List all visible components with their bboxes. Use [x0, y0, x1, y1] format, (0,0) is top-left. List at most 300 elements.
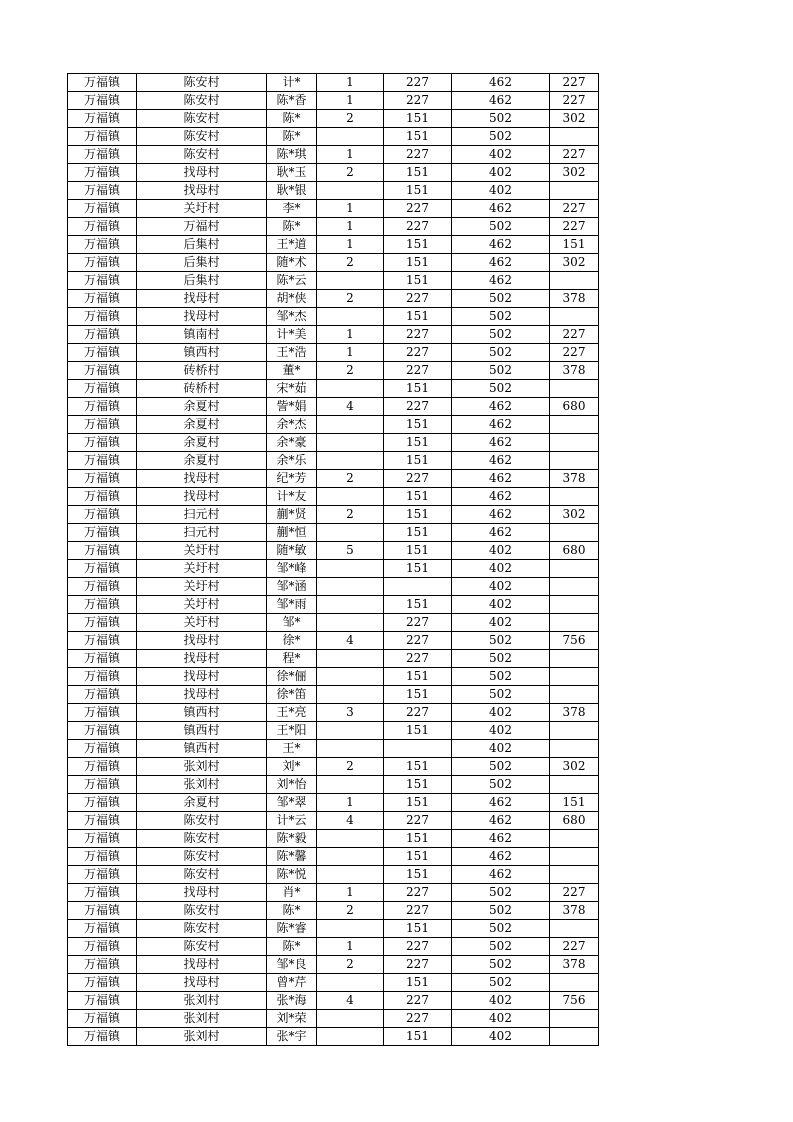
- value-a-cell: 151: [384, 722, 452, 740]
- count-cell: 2: [317, 956, 384, 974]
- count-cell: 2: [317, 902, 384, 920]
- table-row: [68, 596, 599, 614]
- name-cell: 陈*: [267, 902, 317, 920]
- village-cell: 找母村: [137, 308, 267, 326]
- count-cell: 4: [317, 812, 384, 830]
- table-row: [68, 614, 599, 632]
- value-a-cell: 151: [384, 488, 452, 506]
- town-cell: 万福镇: [68, 758, 137, 776]
- total-cell: 378: [550, 362, 599, 380]
- table-row: [68, 830, 599, 848]
- name-cell: 邹*翠: [267, 794, 317, 812]
- value-a-cell: 151: [384, 920, 452, 938]
- count-cell: [317, 776, 384, 794]
- total-cell: [550, 182, 599, 200]
- town-cell: 万福镇: [68, 434, 137, 452]
- name-cell: 徐*笛: [267, 686, 317, 704]
- value-a-cell: [384, 578, 452, 596]
- count-cell: 2: [317, 164, 384, 182]
- town-cell: 万福镇: [68, 632, 137, 650]
- name-cell: 纪*芳: [267, 470, 317, 488]
- value-b-cell: 402: [452, 560, 550, 578]
- town-cell: 万福镇: [68, 560, 137, 578]
- town-cell: 万福镇: [68, 668, 137, 686]
- town-cell: 万福镇: [68, 524, 137, 542]
- name-cell: 王*阳: [267, 722, 317, 740]
- total-cell: 227: [550, 884, 599, 902]
- village-cell: 后集村: [137, 254, 267, 272]
- name-cell: 张*海: [267, 992, 317, 1010]
- table-row: [68, 1028, 599, 1046]
- value-b-cell: 402: [452, 992, 550, 1010]
- count-cell: 1: [317, 74, 384, 92]
- total-cell: 756: [550, 632, 599, 650]
- table-row: [68, 182, 599, 200]
- table-row: [68, 776, 599, 794]
- total-cell: [550, 1010, 599, 1028]
- value-a-cell: 227: [384, 326, 452, 344]
- town-cell: 万福镇: [68, 344, 137, 362]
- table-row: [68, 218, 599, 236]
- total-cell: 756: [550, 992, 599, 1010]
- town-cell: 万福镇: [68, 146, 137, 164]
- total-cell: [550, 434, 599, 452]
- total-cell: [550, 380, 599, 398]
- value-a-cell: 151: [384, 758, 452, 776]
- value-b-cell: 462: [452, 866, 550, 884]
- total-cell: [550, 488, 599, 506]
- name-cell: 曾*芹: [267, 974, 317, 992]
- total-cell: 378: [550, 704, 599, 722]
- village-cell: 张刘村: [137, 758, 267, 776]
- total-cell: 302: [550, 110, 599, 128]
- value-a-cell: 227: [384, 146, 452, 164]
- value-a-cell: 227: [384, 902, 452, 920]
- table-row: [68, 866, 599, 884]
- village-cell: 镇西村: [137, 722, 267, 740]
- count-cell: [317, 668, 384, 686]
- value-a-cell: 151: [384, 254, 452, 272]
- count-cell: [317, 1010, 384, 1028]
- value-b-cell: 502: [452, 308, 550, 326]
- total-cell: 378: [550, 902, 599, 920]
- town-cell: 万福镇: [68, 704, 137, 722]
- value-b-cell: 462: [452, 200, 550, 218]
- village-cell: 砖桥村: [137, 380, 267, 398]
- village-cell: 砖桥村: [137, 362, 267, 380]
- town-cell: 万福镇: [68, 740, 137, 758]
- value-b-cell: 462: [452, 470, 550, 488]
- table-row: [68, 290, 599, 308]
- table-row: [68, 632, 599, 650]
- village-cell: 后集村: [137, 236, 267, 254]
- value-b-cell: 502: [452, 290, 550, 308]
- table-body: [68, 74, 599, 1046]
- count-cell: 1: [317, 146, 384, 164]
- village-cell: 找母村: [137, 632, 267, 650]
- data-table: [67, 73, 599, 1046]
- village-cell: 找母村: [137, 668, 267, 686]
- value-b-cell: 502: [452, 758, 550, 776]
- village-cell: 陈安村: [137, 812, 267, 830]
- name-cell: 邹*雨: [267, 596, 317, 614]
- total-cell: 151: [550, 794, 599, 812]
- total-cell: 378: [550, 956, 599, 974]
- count-cell: 2: [317, 362, 384, 380]
- name-cell: 余*杰: [267, 416, 317, 434]
- total-cell: 302: [550, 506, 599, 524]
- value-a-cell: 151: [384, 236, 452, 254]
- town-cell: 万福镇: [68, 218, 137, 236]
- value-b-cell: 462: [452, 74, 550, 92]
- value-a-cell: 151: [384, 524, 452, 542]
- table-row: [68, 542, 599, 560]
- count-cell: 4: [317, 632, 384, 650]
- town-cell: 万福镇: [68, 164, 137, 182]
- village-cell: 陈安村: [137, 92, 267, 110]
- town-cell: 万福镇: [68, 290, 137, 308]
- town-cell: 万福镇: [68, 902, 137, 920]
- name-cell: 李*: [267, 200, 317, 218]
- count-cell: 2: [317, 758, 384, 776]
- name-cell: 肖*: [267, 884, 317, 902]
- town-cell: 万福镇: [68, 110, 137, 128]
- name-cell: 计*云: [267, 812, 317, 830]
- count-cell: [317, 920, 384, 938]
- value-a-cell: 151: [384, 452, 452, 470]
- table-row: [68, 974, 599, 992]
- total-cell: [550, 578, 599, 596]
- town-cell: 万福镇: [68, 452, 137, 470]
- name-cell: 陈*: [267, 938, 317, 956]
- count-cell: 1: [317, 344, 384, 362]
- value-b-cell: 462: [452, 812, 550, 830]
- village-cell: 关圩村: [137, 560, 267, 578]
- name-cell: 胡*侠: [267, 290, 317, 308]
- value-b-cell: 462: [452, 506, 550, 524]
- count-cell: [317, 1028, 384, 1046]
- value-b-cell: 502: [452, 632, 550, 650]
- value-a-cell: 227: [384, 92, 452, 110]
- value-a-cell: 227: [384, 938, 452, 956]
- value-b-cell: 462: [452, 236, 550, 254]
- village-cell: 镇西村: [137, 344, 267, 362]
- table-row: [68, 992, 599, 1010]
- village-cell: 后集村: [137, 272, 267, 290]
- value-a-cell: 151: [384, 560, 452, 578]
- value-b-cell: 502: [452, 110, 550, 128]
- count-cell: [317, 452, 384, 470]
- town-cell: 万福镇: [68, 92, 137, 110]
- name-cell: 随*术: [267, 254, 317, 272]
- value-a-cell: 151: [384, 164, 452, 182]
- village-cell: 陈安村: [137, 848, 267, 866]
- value-a-cell: 151: [384, 668, 452, 686]
- town-cell: 万福镇: [68, 866, 137, 884]
- total-cell: [550, 722, 599, 740]
- value-b-cell: 462: [452, 254, 550, 272]
- town-cell: 万福镇: [68, 614, 137, 632]
- table-row: [68, 794, 599, 812]
- village-cell: 陈安村: [137, 938, 267, 956]
- town-cell: 万福镇: [68, 776, 137, 794]
- count-cell: [317, 722, 384, 740]
- value-a-cell: 227: [384, 398, 452, 416]
- village-cell: 余夏村: [137, 794, 267, 812]
- village-cell: 余夏村: [137, 398, 267, 416]
- value-a-cell: 151: [384, 848, 452, 866]
- value-b-cell: 502: [452, 902, 550, 920]
- village-cell: 找母村: [137, 650, 267, 668]
- value-a-cell: 151: [384, 596, 452, 614]
- village-cell: 找母村: [137, 182, 267, 200]
- total-cell: [550, 668, 599, 686]
- name-cell: 訾*娟: [267, 398, 317, 416]
- village-cell: 关圩村: [137, 578, 267, 596]
- name-cell: 王*: [267, 740, 317, 758]
- count-cell: [317, 596, 384, 614]
- town-cell: 万福镇: [68, 722, 137, 740]
- value-b-cell: 462: [452, 398, 550, 416]
- village-cell: 陈安村: [137, 830, 267, 848]
- total-cell: [550, 740, 599, 758]
- town-cell: 万福镇: [68, 974, 137, 992]
- name-cell: 王*道: [267, 236, 317, 254]
- village-cell: 陈安村: [137, 74, 267, 92]
- value-b-cell: 462: [452, 452, 550, 470]
- total-cell: 227: [550, 92, 599, 110]
- table-row: [68, 650, 599, 668]
- name-cell: 陈*云: [267, 272, 317, 290]
- village-cell: 陈安村: [137, 866, 267, 884]
- value-b-cell: 462: [452, 92, 550, 110]
- table-row: [68, 956, 599, 974]
- village-cell: 关圩村: [137, 614, 267, 632]
- count-cell: 2: [317, 470, 384, 488]
- village-cell: 张刘村: [137, 776, 267, 794]
- total-cell: 378: [550, 470, 599, 488]
- count-cell: 1: [317, 326, 384, 344]
- value-b-cell: 462: [452, 488, 550, 506]
- town-cell: 万福镇: [68, 650, 137, 668]
- total-cell: [550, 1028, 599, 1046]
- village-cell: 万福村: [137, 218, 267, 236]
- village-cell: 陈安村: [137, 920, 267, 938]
- town-cell: 万福镇: [68, 920, 137, 938]
- table-row: [68, 236, 599, 254]
- count-cell: [317, 650, 384, 668]
- value-b-cell: 502: [452, 956, 550, 974]
- table-row: [68, 560, 599, 578]
- value-b-cell: 402: [452, 614, 550, 632]
- town-cell: 万福镇: [68, 938, 137, 956]
- table-row: [68, 722, 599, 740]
- table-row: [68, 488, 599, 506]
- village-cell: 找母村: [137, 884, 267, 902]
- name-cell: 刘*荣: [267, 1010, 317, 1028]
- total-cell: 302: [550, 164, 599, 182]
- value-a-cell: 151: [384, 830, 452, 848]
- value-b-cell: 462: [452, 830, 550, 848]
- value-a-cell: 151: [384, 182, 452, 200]
- total-cell: [550, 830, 599, 848]
- count-cell: [317, 848, 384, 866]
- table-row: [68, 902, 599, 920]
- table-row: [68, 506, 599, 524]
- value-a-cell: 227: [384, 650, 452, 668]
- table-row: [68, 938, 599, 956]
- table-row: [68, 1010, 599, 1028]
- count-cell: 2: [317, 290, 384, 308]
- village-cell: 张刘村: [137, 992, 267, 1010]
- value-a-cell: 227: [384, 290, 452, 308]
- count-cell: [317, 128, 384, 146]
- value-a-cell: 151: [384, 686, 452, 704]
- town-cell: 万福镇: [68, 128, 137, 146]
- village-cell: 陈安村: [137, 110, 267, 128]
- name-cell: 董*: [267, 362, 317, 380]
- total-cell: [550, 866, 599, 884]
- town-cell: 万福镇: [68, 794, 137, 812]
- village-cell: 陈安村: [137, 128, 267, 146]
- total-cell: [550, 596, 599, 614]
- name-cell: 陈*睿: [267, 920, 317, 938]
- name-cell: 耿*玉: [267, 164, 317, 182]
- value-a-cell: 151: [384, 110, 452, 128]
- name-cell: 计*美: [267, 326, 317, 344]
- village-cell: 张刘村: [137, 1028, 267, 1046]
- table-row: [68, 686, 599, 704]
- total-cell: 151: [550, 236, 599, 254]
- value-a-cell: 151: [384, 416, 452, 434]
- table-row: [68, 110, 599, 128]
- count-cell: [317, 488, 384, 506]
- name-cell: 陈*悦: [267, 866, 317, 884]
- table-row: [68, 128, 599, 146]
- table-row: [68, 758, 599, 776]
- total-cell: [550, 308, 599, 326]
- table-row: [68, 740, 599, 758]
- value-a-cell: 227: [384, 470, 452, 488]
- name-cell: 邹*峰: [267, 560, 317, 578]
- total-cell: [550, 686, 599, 704]
- count-cell: [317, 830, 384, 848]
- count-cell: [317, 866, 384, 884]
- value-b-cell: 502: [452, 326, 550, 344]
- value-b-cell: 462: [452, 416, 550, 434]
- name-cell: 邹*: [267, 614, 317, 632]
- value-b-cell: 502: [452, 686, 550, 704]
- value-b-cell: 462: [452, 272, 550, 290]
- value-a-cell: 227: [384, 218, 452, 236]
- town-cell: 万福镇: [68, 488, 137, 506]
- count-cell: [317, 686, 384, 704]
- town-cell: 万福镇: [68, 416, 137, 434]
- village-cell: 余夏村: [137, 416, 267, 434]
- village-cell: 陈安村: [137, 902, 267, 920]
- value-b-cell: 402: [452, 704, 550, 722]
- town-cell: 万福镇: [68, 1010, 137, 1028]
- value-a-cell: 227: [384, 344, 452, 362]
- name-cell: 邹*良: [267, 956, 317, 974]
- table-row: [68, 524, 599, 542]
- value-b-cell: 502: [452, 128, 550, 146]
- village-cell: 找母村: [137, 686, 267, 704]
- name-cell: 计*友: [267, 488, 317, 506]
- value-a-cell: 227: [384, 614, 452, 632]
- table-row: [68, 344, 599, 362]
- table-row: [68, 434, 599, 452]
- value-a-cell: 227: [384, 200, 452, 218]
- village-cell: 扫元村: [137, 524, 267, 542]
- table-row: [68, 362, 599, 380]
- name-cell: 余*乐: [267, 452, 317, 470]
- value-b-cell: 462: [452, 524, 550, 542]
- value-a-cell: 227: [384, 704, 452, 722]
- total-cell: [550, 272, 599, 290]
- name-cell: 徐*: [267, 632, 317, 650]
- table-row: [68, 272, 599, 290]
- total-cell: 227: [550, 938, 599, 956]
- village-cell: 关圩村: [137, 200, 267, 218]
- value-b-cell: 462: [452, 848, 550, 866]
- count-cell: [317, 182, 384, 200]
- village-cell: 找母村: [137, 974, 267, 992]
- total-cell: 680: [550, 812, 599, 830]
- total-cell: [550, 416, 599, 434]
- value-a-cell: 151: [384, 506, 452, 524]
- count-cell: 1: [317, 794, 384, 812]
- name-cell: 陈*香: [267, 92, 317, 110]
- count-cell: [317, 416, 384, 434]
- town-cell: 万福镇: [68, 326, 137, 344]
- value-a-cell: 151: [384, 866, 452, 884]
- value-b-cell: 502: [452, 776, 550, 794]
- value-b-cell: 402: [452, 1010, 550, 1028]
- value-b-cell: 502: [452, 218, 550, 236]
- village-cell: 镇南村: [137, 326, 267, 344]
- town-cell: 万福镇: [68, 470, 137, 488]
- value-b-cell: 402: [452, 146, 550, 164]
- count-cell: [317, 380, 384, 398]
- name-cell: 耿*银: [267, 182, 317, 200]
- count-cell: [317, 578, 384, 596]
- village-cell: 张刘村: [137, 1010, 267, 1028]
- value-a-cell: 151: [384, 272, 452, 290]
- table-row: [68, 578, 599, 596]
- table-row: [68, 398, 599, 416]
- value-b-cell: 502: [452, 380, 550, 398]
- value-a-cell: 227: [384, 992, 452, 1010]
- total-cell: 227: [550, 326, 599, 344]
- name-cell: 张*宇: [267, 1028, 317, 1046]
- count-cell: [317, 434, 384, 452]
- town-cell: 万福镇: [68, 830, 137, 848]
- total-cell: 680: [550, 542, 599, 560]
- value-a-cell: 151: [384, 1028, 452, 1046]
- town-cell: 万福镇: [68, 506, 137, 524]
- count-cell: [317, 272, 384, 290]
- value-b-cell: 502: [452, 650, 550, 668]
- town-cell: 万福镇: [68, 398, 137, 416]
- town-cell: 万福镇: [68, 956, 137, 974]
- total-cell: [550, 614, 599, 632]
- value-a-cell: 151: [384, 128, 452, 146]
- table-row: [68, 254, 599, 272]
- town-cell: 万福镇: [68, 272, 137, 290]
- table-row: [68, 452, 599, 470]
- value-a-cell: 227: [384, 74, 452, 92]
